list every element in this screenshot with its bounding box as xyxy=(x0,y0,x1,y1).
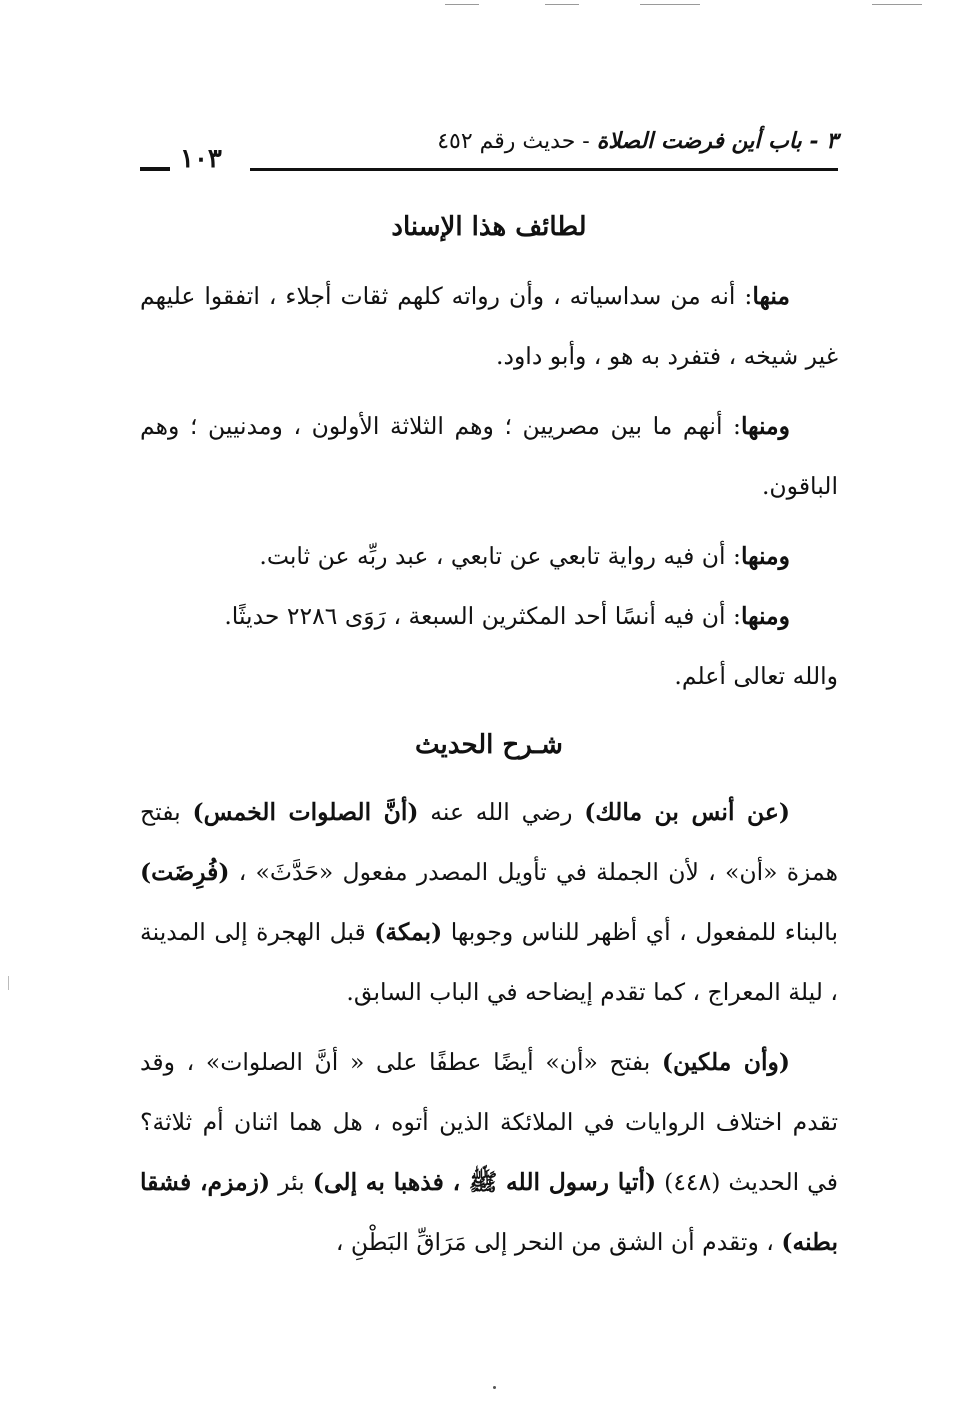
paragraph xyxy=(140,586,838,646)
paragraph-text: بفتح «أن» أيضًا عطفًا على « أنَّ الصلوات» ، وقد تقدم اختلاف الروايات في الملائكة الذين أتوه ، هل هما اثنان أم ثلاثة؟ في الحديث (٤٤٨) xyxy=(140,1048,838,1196)
paragraph-text: بئر xyxy=(270,1168,313,1196)
paragraph-text: : أنهم ما بين مصريين ؛ وهم الثلاثة الأولون ، ومدنيين ؛ وهم الباقون. xyxy=(140,412,838,500)
page-number: ١٠٣ xyxy=(180,144,222,174)
paragraph-text: : أن فيه رواية تابعي عن تابعي ، عبد ربِّه عن ثابت. xyxy=(259,542,741,570)
page-number-dash xyxy=(140,167,170,171)
quoted-text: (وأن ملكين) xyxy=(661,1048,790,1076)
paragraph xyxy=(140,782,838,1022)
closing-line: والله تعالى أعلم. xyxy=(674,662,838,690)
scan-mark xyxy=(640,4,700,5)
scan-mark xyxy=(445,4,479,5)
paragraph xyxy=(140,396,838,516)
paragraph-gap xyxy=(140,386,838,396)
section-body xyxy=(140,266,838,706)
section-heading: شـرح الحديث xyxy=(415,730,563,760)
margin-mark xyxy=(8,976,9,990)
paragraph-gap xyxy=(140,1022,838,1032)
quoted-text: (عن أنس بن مالك) xyxy=(584,798,790,826)
running-header xyxy=(140,128,838,178)
quoted-text: (زمزم، فشقا بطنه) xyxy=(140,1168,838,1256)
paragraph-lead: ومنها xyxy=(740,412,790,440)
paragraph-text: بفتح همزة «أن» ، لأن الجملة في تأويل المصدر مفعول «حَدَّثَ» ، xyxy=(140,798,838,886)
quoted-text: (فُرِضَت) xyxy=(140,858,230,886)
hadith-reference: - حديث رقم ٤٥٢ xyxy=(437,129,590,154)
scan-mark xyxy=(545,4,579,5)
chapter-title: ٣ - باب أين فرضت الصلاة xyxy=(596,128,838,154)
quoted-text: (أنَّ الصلوات الخمس) xyxy=(192,798,419,826)
quoted-text: (أتيا رسول الله ﷺ ، فذهبا به إلى) xyxy=(312,1168,657,1196)
paragraph-text: رضي الله عنه xyxy=(418,798,585,826)
paragraph xyxy=(140,526,838,586)
paragraph-text: ، وتقدم أن الشق من النحر إلى مَرَاقِّ البَطْنِ ، xyxy=(335,1228,782,1256)
paragraph-gap xyxy=(140,516,838,526)
paragraph-text: بالبناء للمفعول ، أي أظهر للناس وجوبها xyxy=(442,918,838,946)
header-rule xyxy=(250,168,838,171)
section-heading: لطائف هذا الإسناد xyxy=(391,212,587,242)
paragraph-lead: ومنها xyxy=(740,542,790,570)
paragraph-lead: منها xyxy=(752,282,790,310)
paragraph xyxy=(140,266,838,386)
scan-mark xyxy=(872,4,922,5)
section-body xyxy=(140,782,838,1272)
paragraph-text: قبل الهجرة إلى المدينة ، ليلة المعراج ، كما تقدم إيضاحه في الباب السابق. xyxy=(140,918,838,1006)
paragraph-lead: ومنها xyxy=(740,602,790,630)
scan-speck xyxy=(493,1386,496,1389)
header-title xyxy=(437,128,838,154)
paragraph xyxy=(140,1032,838,1272)
paragraph-text: : أنه من سداسياته ، وأن رواته كلهم ثقات أجلاء ، اتفقوا عليهم غير شيخه ، فتفرد به هو ، وأبو داود. xyxy=(140,282,838,370)
quoted-text: (بمكة) xyxy=(374,918,443,946)
paragraph-text: : أن فيه أنسًا أحد المكثرين السبعة ، رَوَى ٢٢٨٦ حديثًا. xyxy=(224,602,741,630)
